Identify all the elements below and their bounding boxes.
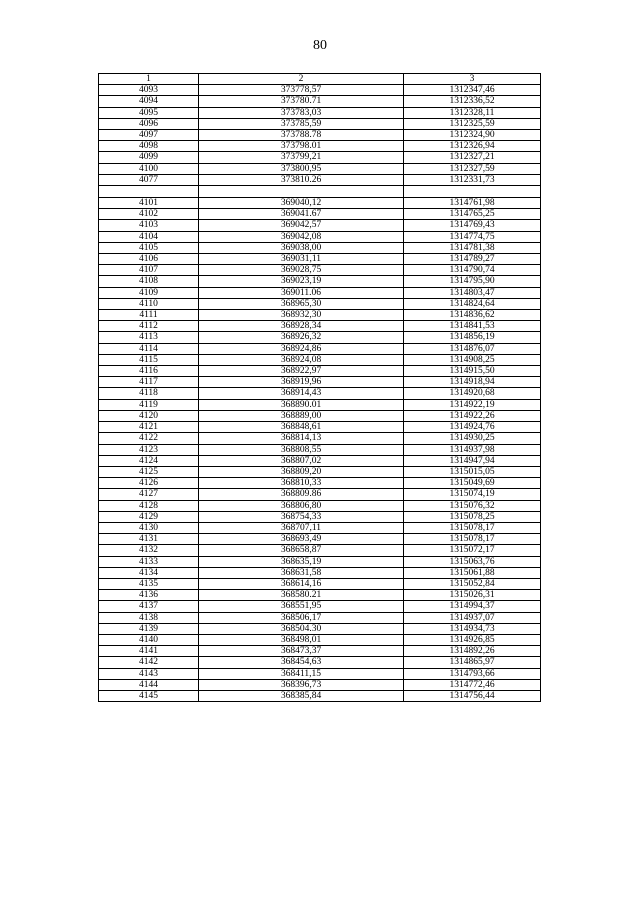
y-coordinate-cell: 1314769,43 — [404, 220, 541, 231]
table-row — [99, 186, 541, 198]
table-row — [99, 556, 541, 567]
table-row — [99, 96, 541, 107]
x-coordinate-cell: 368658,87 — [199, 545, 404, 556]
x-coordinate-cell: 368754,33 — [199, 511, 404, 522]
point-number-cell: 4100 — [99, 163, 199, 174]
y-coordinate-cell — [404, 186, 541, 198]
x-coordinate-cell: 368454,63 — [199, 657, 404, 668]
y-coordinate-cell: 1315052,84 — [404, 578, 541, 589]
x-coordinate-cell: 368848,61 — [199, 422, 404, 433]
point-number-cell: 4144 — [99, 679, 199, 690]
point-number-cell: 4129 — [99, 511, 199, 522]
point-number-cell: 4103 — [99, 220, 199, 231]
point-number-cell: 4094 — [99, 96, 199, 107]
table-row — [99, 152, 541, 163]
x-coordinate-cell: 368808,55 — [199, 444, 404, 455]
x-coordinate-cell: 368580.21 — [199, 590, 404, 601]
table-row — [99, 634, 541, 645]
y-coordinate-cell: 1312324,90 — [404, 130, 541, 141]
table-row — [99, 332, 541, 343]
y-coordinate-cell: 1314934,73 — [404, 623, 541, 634]
point-number-cell: 4120 — [99, 410, 199, 421]
table-row — [99, 118, 541, 129]
point-number-cell: 4108 — [99, 276, 199, 287]
column-header-2: 2 — [199, 74, 404, 85]
table-body — [99, 85, 541, 702]
x-coordinate-cell: 373788.78 — [199, 130, 404, 141]
point-number-cell: 4114 — [99, 343, 199, 354]
point-number-cell: 4118 — [99, 388, 199, 399]
point-number-cell: 4097 — [99, 130, 199, 141]
x-coordinate-cell: 368809,20 — [199, 466, 404, 477]
table-row — [99, 534, 541, 545]
y-coordinate-cell: 1314790,74 — [404, 265, 541, 276]
x-coordinate-cell: 369011.06 — [199, 287, 404, 298]
y-coordinate-cell: 1315049,69 — [404, 478, 541, 489]
table-row — [99, 623, 541, 634]
y-coordinate-cell: 1312327,59 — [404, 163, 541, 174]
x-coordinate-cell: 368506,17 — [199, 612, 404, 623]
x-coordinate-cell: 368932,30 — [199, 310, 404, 321]
point-number-cell: 4093 — [99, 85, 199, 96]
table-row — [99, 107, 541, 118]
table-row — [99, 478, 541, 489]
table-row — [99, 657, 541, 668]
x-coordinate-cell: 369023,19 — [199, 276, 404, 287]
y-coordinate-cell: 1314865,97 — [404, 657, 541, 668]
table-row — [99, 130, 541, 141]
y-coordinate-cell: 1314772,46 — [404, 679, 541, 690]
x-coordinate-cell: 369042,57 — [199, 220, 404, 231]
point-number-cell: 4121 — [99, 422, 199, 433]
x-coordinate-cell — [199, 186, 404, 198]
table-row — [99, 578, 541, 589]
table-row — [99, 455, 541, 466]
y-coordinate-cell: 1312336,52 — [404, 96, 541, 107]
x-coordinate-cell: 368922,97 — [199, 366, 404, 377]
x-coordinate-cell: 369028,75 — [199, 265, 404, 276]
y-coordinate-cell: 1314994,37 — [404, 601, 541, 612]
y-coordinate-cell: 1314908,25 — [404, 354, 541, 365]
point-number-cell: 4130 — [99, 522, 199, 533]
point-number-cell: 4138 — [99, 612, 199, 623]
point-number-cell: 4104 — [99, 231, 199, 242]
y-coordinate-cell: 1314876,07 — [404, 343, 541, 354]
table-row — [99, 209, 541, 220]
table-row — [99, 254, 541, 265]
page-number: 80 — [313, 38, 327, 53]
y-coordinate-cell: 1312328,11 — [404, 107, 541, 118]
point-number-cell: 4136 — [99, 590, 199, 601]
point-number-cell: 4126 — [99, 478, 199, 489]
y-coordinate-cell: 1312325,59 — [404, 118, 541, 129]
point-number-cell: 4131 — [99, 534, 199, 545]
x-coordinate-cell: 368809.86 — [199, 489, 404, 500]
x-coordinate-cell: 368924,08 — [199, 354, 404, 365]
point-number-cell: 4133 — [99, 556, 199, 567]
x-coordinate-cell: 368926,32 — [199, 332, 404, 343]
y-coordinate-cell: 1314789,27 — [404, 254, 541, 265]
x-coordinate-cell: 368707,11 — [199, 522, 404, 533]
point-number-cell: 4106 — [99, 254, 199, 265]
table-row — [99, 276, 541, 287]
x-coordinate-cell: 368806,80 — [199, 500, 404, 511]
point-number-cell: 4134 — [99, 567, 199, 578]
table-row — [99, 354, 541, 365]
x-coordinate-cell: 373810.26 — [199, 174, 404, 185]
x-coordinate-cell: 373780.71 — [199, 96, 404, 107]
y-coordinate-cell: 1314781,38 — [404, 242, 541, 253]
point-number-cell: 4132 — [99, 545, 199, 556]
table-row — [99, 567, 541, 578]
x-coordinate-cell: 368498,01 — [199, 634, 404, 645]
point-number-cell: 4122 — [99, 433, 199, 444]
point-number-cell: 4111 — [99, 310, 199, 321]
y-coordinate-cell: 1314841,53 — [404, 321, 541, 332]
table-row — [99, 321, 541, 332]
table-row — [99, 399, 541, 410]
x-coordinate-cell: 369031,11 — [199, 254, 404, 265]
x-coordinate-cell: 368473,37 — [199, 646, 404, 657]
point-number-cell: 4102 — [99, 209, 199, 220]
x-coordinate-cell: 368924,86 — [199, 343, 404, 354]
y-coordinate-cell: 1315015,05 — [404, 466, 541, 477]
y-coordinate-cell: 1312331,73 — [404, 174, 541, 185]
x-coordinate-cell: 368810,33 — [199, 478, 404, 489]
x-coordinate-cell: 373778,57 — [199, 85, 404, 96]
table-row — [99, 500, 541, 511]
table-row — [99, 310, 541, 321]
y-coordinate-cell: 1314765,25 — [404, 209, 541, 220]
x-coordinate-cell: 368614,16 — [199, 578, 404, 589]
table-row — [99, 220, 541, 231]
x-coordinate-cell: 373785,59 — [199, 118, 404, 129]
x-coordinate-cell: 373798.01 — [199, 141, 404, 152]
x-coordinate-cell: 369040,12 — [199, 198, 404, 209]
x-coordinate-cell: 368551,95 — [199, 601, 404, 612]
header-row — [99, 74, 541, 85]
y-coordinate-cell: 1314803,47 — [404, 287, 541, 298]
column-header-1: 1 — [99, 74, 199, 85]
y-coordinate-cell: 1314937,98 — [404, 444, 541, 455]
y-coordinate-cell: 1315078,25 — [404, 511, 541, 522]
x-coordinate-cell: 369041.67 — [199, 209, 404, 220]
x-coordinate-cell: 368396,73 — [199, 679, 404, 690]
x-coordinate-cell: 368965,30 — [199, 298, 404, 309]
table-row — [99, 388, 541, 399]
point-number-cell: 4141 — [99, 646, 199, 657]
point-number-cell: 4137 — [99, 601, 199, 612]
y-coordinate-cell: 1314774,75 — [404, 231, 541, 242]
table-row — [99, 410, 541, 421]
point-number-cell: 4115 — [99, 354, 199, 365]
point-number-cell: 4101 — [99, 198, 199, 209]
point-number-cell: 4139 — [99, 623, 199, 634]
y-coordinate-cell: 1314915,50 — [404, 366, 541, 377]
table-row — [99, 422, 541, 433]
point-number-cell: 4096 — [99, 118, 199, 129]
table-row — [99, 265, 541, 276]
point-number-cell: 4145 — [99, 690, 199, 701]
y-coordinate-cell: 1314947,94 — [404, 455, 541, 466]
point-number-cell: 4135 — [99, 578, 199, 589]
point-number-cell: 4112 — [99, 321, 199, 332]
table-row — [99, 590, 541, 601]
y-coordinate-cell: 1314795,90 — [404, 276, 541, 287]
y-coordinate-cell: 1315072,17 — [404, 545, 541, 556]
table-row — [99, 174, 541, 185]
table-row — [99, 85, 541, 96]
coordinates-table — [98, 73, 541, 702]
y-coordinate-cell: 1314920,68 — [404, 388, 541, 399]
point-number-cell: 4140 — [99, 634, 199, 645]
x-coordinate-cell: 368411,15 — [199, 668, 404, 679]
x-coordinate-cell: 368814,13 — [199, 433, 404, 444]
y-coordinate-cell: 1315061,88 — [404, 567, 541, 578]
point-number-cell: 4110 — [99, 298, 199, 309]
table-row — [99, 141, 541, 152]
point-number-cell: 4119 — [99, 399, 199, 410]
x-coordinate-cell: 373783,03 — [199, 107, 404, 118]
y-coordinate-cell: 1314856,19 — [404, 332, 541, 343]
point-number-cell: 4095 — [99, 107, 199, 118]
point-number-cell: 4142 — [99, 657, 199, 668]
y-coordinate-cell: 1314930,25 — [404, 433, 541, 444]
y-coordinate-cell: 1315078,17 — [404, 522, 541, 533]
table-row — [99, 511, 541, 522]
table-row — [99, 679, 541, 690]
point-number-cell: 4116 — [99, 366, 199, 377]
point-number-cell: 4124 — [99, 455, 199, 466]
y-coordinate-cell: 1314824,64 — [404, 298, 541, 309]
table-row — [99, 366, 541, 377]
x-coordinate-cell: 369042,08 — [199, 231, 404, 242]
point-number-cell: 4098 — [99, 141, 199, 152]
y-coordinate-cell: 1315063,76 — [404, 556, 541, 567]
column-header-3: 3 — [404, 74, 541, 85]
x-coordinate-cell: 368919,96 — [199, 377, 404, 388]
x-coordinate-cell: 368914,43 — [199, 388, 404, 399]
point-number-cell: 4113 — [99, 332, 199, 343]
x-coordinate-cell: 368807,02 — [199, 455, 404, 466]
y-coordinate-cell: 1314793,66 — [404, 668, 541, 679]
point-number-cell — [99, 186, 199, 198]
table-row — [99, 522, 541, 533]
x-coordinate-cell: 373799,21 — [199, 152, 404, 163]
y-coordinate-cell: 1314926,85 — [404, 634, 541, 645]
point-number-cell: 4143 — [99, 668, 199, 679]
table-row — [99, 231, 541, 242]
table-row — [99, 287, 541, 298]
x-coordinate-cell: 368889,00 — [199, 410, 404, 421]
point-number-cell: 4128 — [99, 500, 199, 511]
table-row — [99, 601, 541, 612]
x-coordinate-cell: 373800,95 — [199, 163, 404, 174]
point-number-cell: 4117 — [99, 377, 199, 388]
table-row — [99, 612, 541, 623]
table-row — [99, 298, 541, 309]
table-row — [99, 690, 541, 701]
y-coordinate-cell: 1315076,32 — [404, 500, 541, 511]
table-row — [99, 242, 541, 253]
y-coordinate-cell: 1315078,17 — [404, 534, 541, 545]
y-coordinate-cell: 1315074,19 — [404, 489, 541, 500]
y-coordinate-cell: 1314922,26 — [404, 410, 541, 421]
y-coordinate-cell: 1314924,76 — [404, 422, 541, 433]
table-row — [99, 489, 541, 500]
x-coordinate-cell: 368890.01 — [199, 399, 404, 410]
table-row — [99, 444, 541, 455]
y-coordinate-cell: 1314756,44 — [404, 690, 541, 701]
table-row — [99, 343, 541, 354]
y-coordinate-cell: 1314937,07 — [404, 612, 541, 623]
y-coordinate-cell: 1314918,94 — [404, 377, 541, 388]
y-coordinate-cell: 1314892,26 — [404, 646, 541, 657]
point-number-cell: 4105 — [99, 242, 199, 253]
table-row — [99, 466, 541, 477]
table-header — [99, 74, 541, 85]
point-number-cell: 4123 — [99, 444, 199, 455]
point-number-cell: 4107 — [99, 265, 199, 276]
x-coordinate-cell: 368385,84 — [199, 690, 404, 701]
y-coordinate-cell: 1315026,31 — [404, 590, 541, 601]
table-row — [99, 377, 541, 388]
point-number-cell: 4127 — [99, 489, 199, 500]
y-coordinate-cell: 1314836,62 — [404, 310, 541, 321]
point-number-cell: 4125 — [99, 466, 199, 477]
y-coordinate-cell: 1312347,46 — [404, 85, 541, 96]
x-coordinate-cell: 368928,34 — [199, 321, 404, 332]
x-coordinate-cell: 369038,00 — [199, 242, 404, 253]
y-coordinate-cell: 1314922,19 — [404, 399, 541, 410]
table-row — [99, 646, 541, 657]
x-coordinate-cell: 368693,49 — [199, 534, 404, 545]
table-row — [99, 163, 541, 174]
table-row — [99, 545, 541, 556]
table-row — [99, 668, 541, 679]
x-coordinate-cell: 368631,58 — [199, 567, 404, 578]
point-number-cell: 4077 — [99, 174, 199, 185]
x-coordinate-cell: 368635,19 — [199, 556, 404, 567]
point-number-cell: 4099 — [99, 152, 199, 163]
y-coordinate-cell: 1314761,98 — [404, 198, 541, 209]
table-row — [99, 433, 541, 444]
y-coordinate-cell: 1312327,21 — [404, 152, 541, 163]
table-row — [99, 198, 541, 209]
y-coordinate-cell: 1312326,94 — [404, 141, 541, 152]
point-number-cell: 4109 — [99, 287, 199, 298]
x-coordinate-cell: 368504.30 — [199, 623, 404, 634]
